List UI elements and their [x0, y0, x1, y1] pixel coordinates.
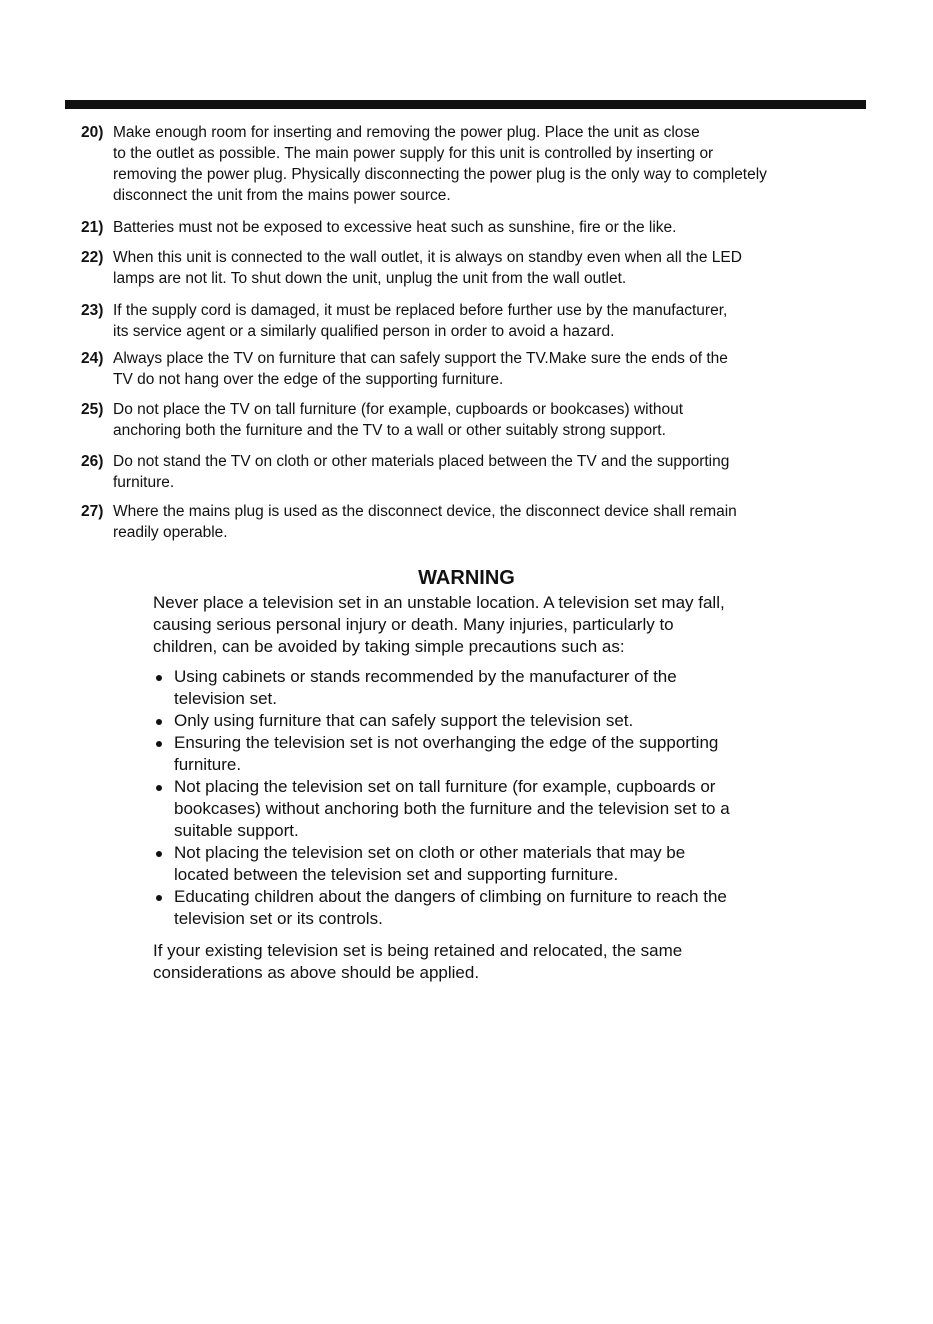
item-number: 25)	[81, 401, 104, 418]
item-line: removing the power plug. Physically disconnecting the power plug is the only way to completely	[113, 166, 767, 183]
item-line: TV do not hang over the edge of the supporting furniture.	[113, 371, 504, 388]
item-line: Make enough room for inserting and removing the power plug. Place the unit as close	[113, 124, 700, 141]
bullet-item	[153, 842, 833, 886]
bullet-dot-icon	[156, 741, 162, 747]
bullet-item	[153, 886, 833, 930]
item-line: If the supply cord is damaged, it must be replaced before further use by the manufacturer,	[113, 302, 728, 319]
warning-bullet-list	[153, 666, 833, 930]
item-25	[81, 399, 851, 441]
item-line: its service agent or a similarly qualified person in order to avoid a hazard.	[113, 323, 615, 340]
bullet-line: Ensuring the television set is not overhanging the edge of the supporting	[174, 733, 719, 752]
warning-intro-line: Never place a television set in an unstable location. A television set may fall,	[153, 593, 725, 612]
item-22	[81, 247, 851, 289]
item-line: Batteries must not be exposed to excessive heat such as sunshine, fire or the like.	[113, 219, 677, 236]
top-rule	[65, 100, 866, 109]
item-line: furniture.	[113, 474, 175, 491]
item-number: 24)	[81, 350, 104, 367]
item-number: 26)	[81, 453, 104, 470]
item-line: disconnect the unit from the mains power source.	[113, 187, 451, 204]
item-line: Do not stand the TV on cloth or other materials placed between the TV and the supporting	[113, 453, 730, 470]
bullet-dot-icon	[156, 851, 162, 857]
item-line: Always place the TV on furniture that can safely support the TV.Make sure the ends of the	[113, 350, 728, 367]
bullet-item	[153, 776, 833, 842]
item-21	[81, 217, 851, 238]
bullet-line: Not placing the television set on cloth or other materials that may be	[174, 843, 686, 862]
warning-title: WARNING	[418, 567, 515, 589]
bullet-line: bookcases) without anchoring both the furniture and the television set to a	[174, 799, 730, 818]
item-line: lamps are not lit. To shut down the unit, unplug the unit from the wall outlet.	[113, 270, 627, 287]
bullet-dot-icon	[156, 675, 162, 681]
item-line: to the outlet as possible. The main power supply for this unit is controlled by inserting or	[113, 145, 714, 162]
item-27	[81, 501, 851, 543]
item-line: readily operable.	[113, 524, 228, 541]
warning-closing	[153, 940, 813, 984]
warning-closing-line: considerations as above should be applied.	[153, 963, 480, 982]
item-number: 23)	[81, 302, 104, 319]
item-number: 22)	[81, 249, 104, 266]
item-number: 20)	[81, 124, 104, 141]
item-20	[81, 122, 851, 206]
bullet-item	[153, 666, 833, 710]
bullet-dot-icon	[156, 895, 162, 901]
warning-intro-line: causing serious personal injury or death. Many injuries, particularly to	[153, 615, 674, 634]
item-number: 27)	[81, 503, 104, 520]
item-24	[81, 348, 851, 390]
bullet-dot-icon	[156, 785, 162, 791]
warning-intro	[153, 592, 813, 658]
warning-closing-line: If your existing television set is being retained and relocated, the same	[153, 941, 683, 960]
warning-intro-line: children, can be avoided by taking simple precautions such as:	[153, 637, 625, 656]
item-line: Where the mains plug is used as the disconnect device, the disconnect device shall remain	[113, 503, 737, 520]
bullet-line: suitable support.	[174, 821, 299, 840]
item-line: anchoring both the furniture and the TV to a wall or other suitably strong support.	[113, 422, 666, 439]
bullet-line: furniture.	[174, 755, 242, 774]
bullet-line: Using cabinets or stands recommended by the manufacturer of the	[174, 667, 677, 686]
bullet-line: television set or its controls.	[174, 909, 383, 928]
bullet-line: Not placing the television set on tall furniture (for example, cupboards or	[174, 777, 716, 796]
bullet-line: television set.	[174, 689, 277, 708]
item-26	[81, 451, 851, 493]
item-23	[81, 300, 851, 342]
bullet-dot-icon	[156, 719, 162, 725]
bullet-line: Educating children about the dangers of climbing on furniture to reach the	[174, 887, 727, 906]
item-number: 21)	[81, 219, 104, 236]
bullet-item	[153, 732, 833, 776]
item-line: When this unit is connected to the wall outlet, it is always on standby even when all the LED	[113, 249, 742, 266]
bullet-item	[153, 710, 833, 732]
bullet-line: located between the television set and supporting furniture.	[174, 865, 619, 884]
bullet-line: Only using furniture that can safely support the television set.	[174, 711, 634, 730]
item-line: Do not place the TV on tall furniture (for example, cupboards or bookcases) without	[113, 401, 684, 418]
